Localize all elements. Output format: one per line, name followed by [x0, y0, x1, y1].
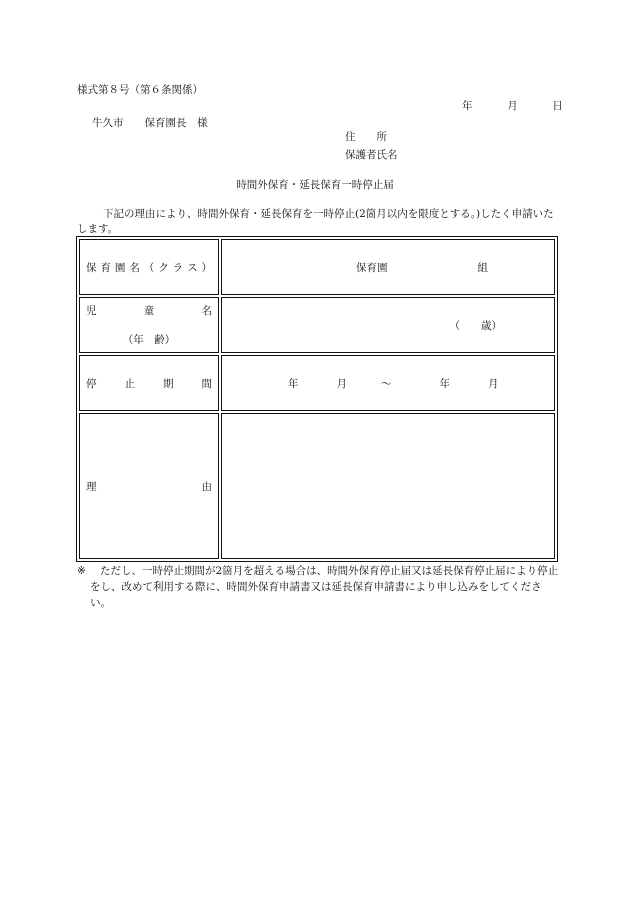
label-nursery-class: [79, 239, 219, 295]
label-suspension-period: [79, 355, 219, 411]
guardian-name-label: 保護者氏名: [345, 149, 398, 161]
table-row-period: [79, 355, 555, 411]
label-char: 名: [201, 305, 212, 317]
note-text: ただし、一時停止期間が2箇月を超える場合は、時間外保育停止届又は延長保育停止届により停止をし、改めて利用する際に、時間外保育申請書又は延長保育申請書により申し込みをしてください。: [90, 565, 559, 609]
label-char: 期: [163, 377, 174, 390]
label-char: ク: [158, 261, 169, 274]
period-year: 年: [439, 377, 450, 390]
addressee: 牛久市 保育園長 様: [92, 117, 208, 129]
address-label: 住 所: [345, 131, 387, 143]
label-char: 由: [201, 480, 212, 493]
label-char: ）: [201, 261, 212, 274]
period-year: 年: [288, 377, 299, 390]
label-char: 止: [124, 377, 135, 390]
footnote: [77, 563, 560, 611]
label-child-name: [79, 297, 219, 353]
table-row-reason: [79, 413, 555, 559]
label-char: 停: [86, 377, 97, 390]
period-tilde: ～: [381, 377, 392, 390]
label-char: 理: [86, 480, 97, 493]
request-text: 下記の理由により、時間外保育・延長保育を一時停止(2箇月以内を限度とする。)したく申請いたします。: [77, 208, 554, 235]
period-month: 月: [336, 377, 347, 390]
value-nursery-class[interactable]: [221, 239, 555, 295]
value-suspension-period[interactable]: [221, 355, 555, 411]
label-reason: [79, 413, 219, 559]
form-number: 様式第８号（第６条関係）: [77, 84, 203, 96]
label-char: （: [143, 261, 155, 274]
label-char: 育: [100, 261, 111, 274]
value-reason[interactable]: [221, 413, 555, 559]
date-line: [462, 98, 563, 113]
note-mark: ※: [77, 565, 86, 577]
value-child-name[interactable]: [221, 297, 555, 353]
label-char: ス: [187, 261, 198, 274]
label-char: 名: [129, 261, 140, 274]
date-year: 年: [462, 100, 473, 112]
label-char: 童: [143, 305, 155, 317]
label-char: 児: [86, 305, 97, 317]
application-table: [76, 236, 558, 562]
date-month: 月: [507, 100, 518, 112]
class-unit: 組: [477, 261, 488, 274]
table-row-nursery: [79, 239, 555, 295]
label-char: 保: [86, 261, 97, 274]
document-title: 時間外保育・延長保育一時停止届: [236, 179, 394, 191]
nursery-unit: 保育園: [356, 261, 388, 274]
label-age: （年 齢）: [122, 334, 176, 346]
date-day: 日: [552, 100, 563, 112]
label-char: 園: [114, 261, 126, 274]
age-unit: （ 歳）: [449, 319, 502, 332]
table-row-child: [79, 297, 555, 353]
period-month: 月: [488, 377, 499, 390]
label-char: 間: [201, 377, 212, 390]
label-char: ラ: [172, 261, 184, 274]
